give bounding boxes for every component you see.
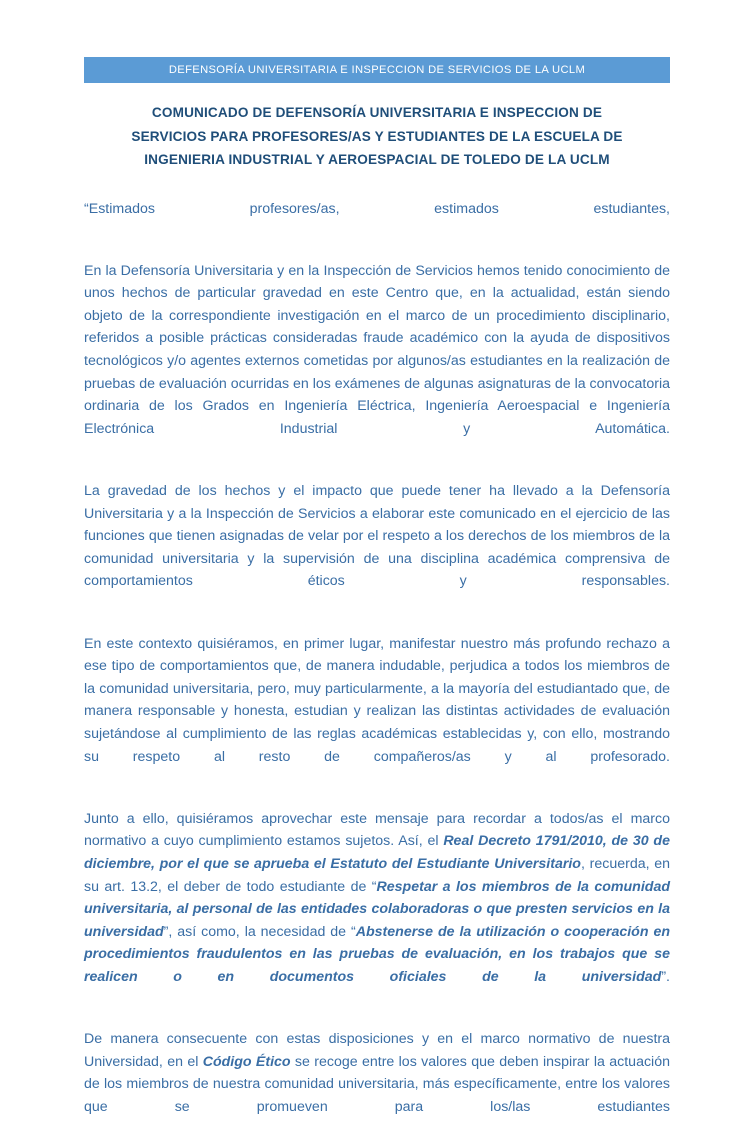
paragraph-2: La gravedad de los hechos y el impacto que puede tener ha llevado a la Defensoría Universitaria y a la Inspección de Servicios a elaborar este comunicado en el ejercicio de las funciones que tienen asignadas de velar por el respeto a los derechos de los miembros de la comunidad universitaria y la supervisión de una disciplina académica comprensiva de comportamientos éticos y responsables. <box>84 483 670 590</box>
paragraph-5 <box>84 1028 670 1141</box>
paragraph-4-text-4: ”. <box>661 968 670 985</box>
paragraph-5-emphasis-codigo-etico: Código Ético <box>202 1053 291 1070</box>
document-content <box>84 101 670 1141</box>
paragraph-4-text-2: , recuerda, en su art. 13.2, el deber de todo estudiante de “ <box>84 855 671 895</box>
paragraph-4-text-1: Junto a ello, quisiéramos aprovechar este mensaje para recordar a todos/as el marco normativo a cuyo cumplimiento estamos sujetos. Así, el <box>84 810 670 850</box>
paragraph-1: En la Defensoría Universitaria y en la Inspección de Servicios hemos tenido conocimiento de unos hechos de particular gravedad en este Centro que, en la actualidad, están siendo objeto de la correspondiente investigación en el marco de un procedimiento disciplinario, referidos a posible prácticas consideradas fraude académico con la ayuda de dispositivos tecnológicos y/o agentes externos cometidas por algunos/as estudiantes en la realización de pruebas de evaluación ocurridas en los exámenes de algunas asignaturas de la convocatoria ordinaria de los Grados en Ingeniería Eléctrica, Ingeniería Aeroespacial e Ingeniería Electrónica Industrial y Automática. <box>84 262 671 437</box>
paragraph-4-emphasis-quote-2: Abstenerse de la utilización o cooperación en procedimientos fraudulentos en las pruebas de evaluación, en los trabajos que se realicen o en documentos oficiales de la universidad <box>84 923 671 985</box>
header-banner-label: DEFENSORÍA UNIVERSITARIA E INSPECCION DE SERVICIOS DE LA UCLM <box>168 64 586 76</box>
paragraph-5-text-2: se recoge entre los valores que deben inspirar la actuación de los miembros de nuestra comunidad universitaria, más específicamente, entre los valores que se promueven para los/las estudiantes <box>84 1053 670 1115</box>
paragraph-5-text-1: De manera consecuente con estas disposiciones y en el marco normativo de nuestra Universidad, en el <box>84 1031 670 1070</box>
page-title-line-3: INGENIERIA INDUSTRIAL Y AEROESPACIAL DE TOLEDO DE LA UCLM <box>144 152 610 167</box>
page-title-line-2: SERVICIOS PARA PROFESORES/AS Y ESTUDIANTES DE LA ESCUELA DE <box>131 128 623 144</box>
paragraph-4-emphasis-quote-1: Respetar a los miembros de la comunidad universitaria, al personal de las entidades colaboradoras o que presten servicios en la universidad <box>84 878 671 940</box>
paragraph-4-emphasis-real-decreto: Real Decreto 1791/2010, de 30 de diciembre, por el que se aprueba el Estatuto del Estudiante Universitario <box>84 833 670 872</box>
page-title-line-1: COMUNICADO DE DEFENSORÍA UNIVERSITARIA E INSPECCION DE <box>151 105 603 120</box>
paragraph-4 <box>84 808 670 1011</box>
page-title <box>84 101 670 172</box>
greeting-paragraph: “Estimados profesores/as, estimados estudiantes, <box>84 200 670 217</box>
header-banner <box>84 57 670 83</box>
paragraph-3: En este contexto quisiéramos, en primer lugar, manifestar nuestro más profundo rechazo a ese tipo de comportamientos que, de manera indudable, perjudica a todos los miembros de la comunidad universitaria, pero, muy particularmente, a la mayoría del estudiantado que, de manera responsable y honesta, estudian y realizan las distintas actividades de evaluación sujetándose al cumplimiento de las reglas académicas establecidas y, con ello, mostrando su respeto al resto de compañeros/as y al profesorado. <box>84 635 670 765</box>
paragraph-4-text-3: ”, así como, la necesidad de “ <box>163 923 356 940</box>
